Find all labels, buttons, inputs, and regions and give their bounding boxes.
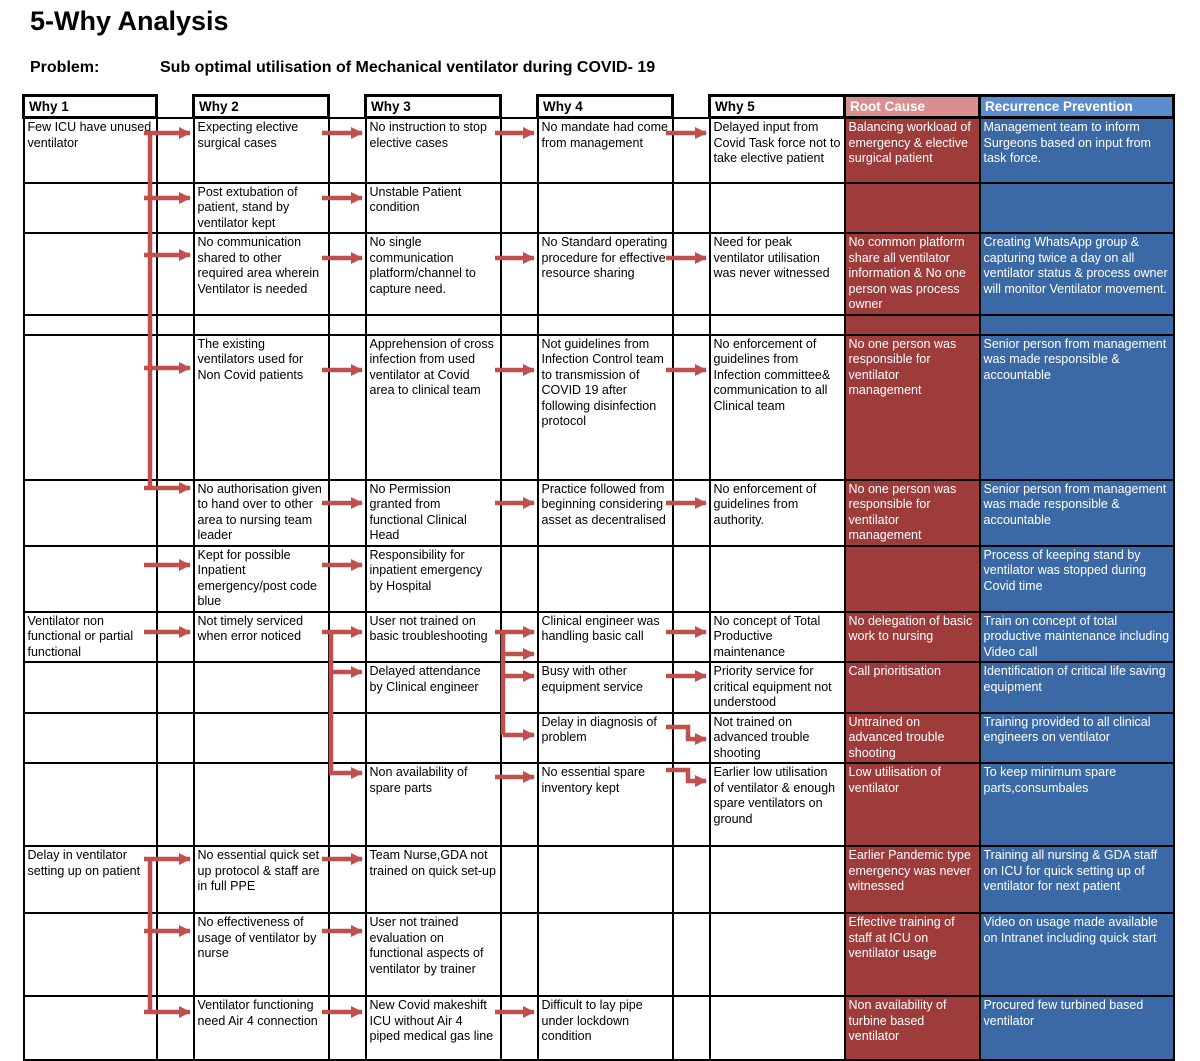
cell-why3: User not trained evaluation on functional aspects of ventilator by trainer: [366, 913, 501, 996]
column-header-recurrence-prevention: Recurrence Prevention: [980, 96, 1174, 118]
gap-cell: [501, 662, 538, 713]
cell-why5: [710, 546, 845, 612]
gap-cell: [157, 118, 194, 183]
cell-why4: [538, 546, 673, 612]
cell-why1: Few ICU have unused ventilator: [24, 118, 157, 183]
cell-recurrence-prevention: Video on usage made available on Intranet including quick start: [980, 913, 1174, 996]
gap-cell: [673, 913, 710, 996]
cell-why5: [710, 183, 845, 234]
gap-cell: [157, 763, 194, 846]
cell-why5: [710, 846, 845, 913]
cell-why3: Team Nurse,GDA not trained on quick set-up: [366, 846, 501, 913]
table-row: [24, 480, 1174, 546]
cell-why4: No Standard operating procedure for effective resource sharing: [538, 233, 673, 315]
cell-why1: [24, 183, 157, 234]
gap-cell: [329, 546, 366, 612]
cell-why5: No enforcement of guidelines from authority.: [710, 480, 845, 546]
gap-cell: [157, 546, 194, 612]
cell-why4: Difficult to lay pipe under lockdown condition: [538, 996, 673, 1060]
gap-cell: [329, 335, 366, 480]
cell-recurrence-prevention: Creating WhatsApp group & capturing twice a day on all ventilator status & process owner will monitor Ventilator movement.: [980, 233, 1174, 315]
gap-cell: [157, 913, 194, 996]
cell-recurrence-prevention: Identification of critical life saving equipment: [980, 662, 1174, 713]
gap-cell: [673, 996, 710, 1060]
cell-why1: [24, 996, 157, 1060]
gap-cell: [673, 315, 710, 335]
cell-why1: [24, 480, 157, 546]
table-row: [24, 713, 1174, 764]
cell-root-cause: Balancing workload of emergency & elective surgical patient: [845, 118, 980, 183]
table-row: [24, 996, 1174, 1060]
cell-root-cause: Earlier Pandemic type emergency was never witnessed: [845, 846, 980, 913]
gap-cell: [329, 846, 366, 913]
gap-cell: [673, 846, 710, 913]
cell-recurrence-prevention: To keep minimum spare parts,consumbales: [980, 763, 1174, 846]
cell-why2: Expecting elective surgical cases: [194, 118, 329, 183]
column-header-why2: Why 2: [194, 96, 329, 118]
cell-why2: No effectiveness of usage of ventilator by nurse: [194, 913, 329, 996]
column-header-why5: Why 5: [710, 96, 845, 118]
gap-cell: [673, 480, 710, 546]
gap-cell: [501, 763, 538, 846]
cell-why5: [710, 913, 845, 996]
table-row: [24, 763, 1174, 846]
cell-recurrence-prevention: Train on concept of total productive maintenance including Video call: [980, 612, 1174, 663]
gap-cell: [673, 662, 710, 713]
cell-why4: Clinical engineer was handling basic call: [538, 612, 673, 663]
table-row: [24, 662, 1174, 713]
cell-root-cause: No common platform share all ventilator information & No one person was process owner: [845, 233, 980, 315]
cell-why5: No enforcement of guidelines from Infection committee& communication to all Clinical team: [710, 335, 845, 480]
cell-why1: [24, 662, 157, 713]
gap-cell: [329, 996, 366, 1060]
table-row: [24, 846, 1174, 913]
table-row: [24, 335, 1174, 480]
gap-cell: [157, 612, 194, 663]
gap-cell: [329, 713, 366, 764]
cell-recurrence-prevention: Process of keeping stand by ventilator was stopped during Covid time: [980, 546, 1174, 612]
cell-why4: [538, 183, 673, 234]
gap-cell: [501, 913, 538, 996]
cell-root-cause: No one person was responsible for ventilator management: [845, 335, 980, 480]
gap-cell: [501, 233, 538, 315]
cell-why1: Delay in ventilator setting up on patient: [24, 846, 157, 913]
cell-why2: Kept for possible Inpatient emergency/post code blue: [194, 546, 329, 612]
cell-root-cause: [845, 315, 980, 335]
gap-cell: [501, 118, 538, 183]
cell-why3: New Covid makeshift ICU without Air 4 piped medical gas line: [366, 996, 501, 1060]
gap-cell: [501, 183, 538, 234]
column-header-why1: Why 1: [24, 96, 157, 118]
cell-why5: Not trained on advanced trouble shooting: [710, 713, 845, 764]
header-row: [24, 96, 1174, 118]
column-header-why3: Why 3: [366, 96, 501, 118]
spacer-row: [24, 315, 1174, 335]
gap-cell: [501, 335, 538, 480]
cell-why4: Busy with other equipment service: [538, 662, 673, 713]
header-gap: [329, 96, 366, 118]
cell-why3: Responsibility for inpatient emergency by Hospital: [366, 546, 501, 612]
cell-why3: No Permission granted from functional Clinical Head: [366, 480, 501, 546]
cell-why2: The existing ventilators used for Non Covid patients: [194, 335, 329, 480]
cell-root-cause: Effective training of staff at ICU on ventilator usage: [845, 913, 980, 996]
cell-why2: [194, 713, 329, 764]
cell-root-cause: No one person was responsible for ventilator management: [845, 480, 980, 546]
cell-why3: Delayed attendance by Clinical engineer: [366, 662, 501, 713]
cell-why4: Delay in diagnosis of problem: [538, 713, 673, 764]
cell-why3: Apprehension of cross infection from used ventilator at Covid area to clinical team: [366, 335, 501, 480]
cell-why1: Ventilator non functional or partial functional: [24, 612, 157, 663]
gap-cell: [673, 118, 710, 183]
gap-cell: [329, 763, 366, 846]
gap-cell: [157, 315, 194, 335]
table-row: [24, 546, 1174, 612]
cell-why4: [538, 913, 673, 996]
gap-cell: [673, 546, 710, 612]
gap-cell: [501, 996, 538, 1060]
gap-cell: [157, 996, 194, 1060]
problem-statement: Sub optimal utilisation of Mechanical ventilator during COVID- 19: [160, 59, 656, 76]
column-header-why4: Why 4: [538, 96, 673, 118]
cell-why5: Priority service for critical equipment not understood: [710, 662, 845, 713]
gap-cell: [329, 662, 366, 713]
cell-why1: [24, 546, 157, 612]
cell-why1: [24, 713, 157, 764]
cell-why3: [366, 713, 501, 764]
gap-cell: [157, 713, 194, 764]
cell-why2: No essential quick set up protocol & staff are in full PPE: [194, 846, 329, 913]
gap-cell: [329, 315, 366, 335]
cell-why2: Not timely serviced when error noticed: [194, 612, 329, 663]
cell-root-cause: [845, 183, 980, 234]
gap-cell: [329, 118, 366, 183]
cell-recurrence-prevention: Training provided to all clinical engineers on ventilator: [980, 713, 1174, 764]
table-row: [24, 118, 1174, 183]
table-row: [24, 913, 1174, 996]
cell-why3: [366, 315, 501, 335]
cell-recurrence-prevention: Management team to inform Surgeons based on input from task force.: [980, 118, 1174, 183]
cell-recurrence-prevention: [980, 183, 1174, 234]
cell-why3: Non availability of spare parts: [366, 763, 501, 846]
cell-why1: [24, 763, 157, 846]
cell-why4: Practice followed from beginning considering asset as decentralised: [538, 480, 673, 546]
cell-recurrence-prevention: Procured few turbined based ventilator: [980, 996, 1174, 1060]
cell-why4: Not guidelines from Infection Control team to transmission of COVID 19 after following disinfection protocol: [538, 335, 673, 480]
gap-cell: [673, 233, 710, 315]
cell-why1: [24, 913, 157, 996]
table-row: [24, 612, 1174, 663]
gap-cell: [501, 546, 538, 612]
gap-cell: [329, 913, 366, 996]
cell-root-cause: No delegation of basic work to nursing: [845, 612, 980, 663]
cell-why2: [194, 662, 329, 713]
cell-why5: [710, 315, 845, 335]
cell-why1: [24, 335, 157, 480]
gap-cell: [157, 335, 194, 480]
gap-cell: [157, 662, 194, 713]
cell-why4: [538, 846, 673, 913]
cell-why1: [24, 315, 157, 335]
cell-why4: [538, 315, 673, 335]
cell-why1: [24, 233, 157, 315]
cell-why3: No single communication platform/channel to capture need.: [366, 233, 501, 315]
cell-recurrence-prevention: Training all nursing & GDA staff on ICU for quick setting up of ventilator for next patient: [980, 846, 1174, 913]
cell-why5: Need for peak ventilator utilisation was never witnessed: [710, 233, 845, 315]
cell-why5: Delayed input from Covid Task force not to take elective patient: [710, 118, 845, 183]
problem-row: [30, 59, 655, 77]
cell-root-cause: Low utilisation of ventilator: [845, 763, 980, 846]
gap-cell: [501, 315, 538, 335]
cell-why2: No communication shared to other required area wherein Ventilator is needed: [194, 233, 329, 315]
cell-why2: [194, 315, 329, 335]
cell-why5: Earlier low utilisation of ventilator & enough spare ventilators on ground: [710, 763, 845, 846]
gap-cell: [673, 713, 710, 764]
cell-why5: [710, 996, 845, 1060]
gap-cell: [329, 612, 366, 663]
column-header-root-cause: Root Cause: [845, 96, 980, 118]
gap-cell: [501, 846, 538, 913]
cell-why5: No concept of Total Productive maintenance: [710, 612, 845, 663]
header-gap: [501, 96, 538, 118]
cell-root-cause: Untrained on advanced trouble shooting: [845, 713, 980, 764]
gap-cell: [157, 480, 194, 546]
table-row: [24, 183, 1174, 234]
gap-cell: [673, 335, 710, 480]
header-gap: [673, 96, 710, 118]
problem-label: Problem:: [30, 59, 100, 76]
header-gap: [157, 96, 194, 118]
table-row: [24, 233, 1174, 315]
gap-cell: [673, 183, 710, 234]
gap-cell: [329, 183, 366, 234]
gap-cell: [673, 612, 710, 663]
five-why-table: [22, 94, 1175, 1061]
cell-recurrence-prevention: Senior person from management was made responsible & accountable: [980, 480, 1174, 546]
gap-cell: [329, 233, 366, 315]
cell-recurrence-prevention: Senior person from management was made responsible & accountable: [980, 335, 1174, 480]
cell-why4: No essential spare inventory kept: [538, 763, 673, 846]
cell-why4: No mandate had come from management: [538, 118, 673, 183]
page-title: 5-Why Analysis: [30, 6, 229, 36]
gap-cell: [329, 480, 366, 546]
gap-cell: [673, 763, 710, 846]
gap-cell: [501, 713, 538, 764]
cell-why2: Post extubation of patient, stand by ventilator kept: [194, 183, 329, 234]
cell-why2: Ventilator functioning need Air 4 connection: [194, 996, 329, 1060]
cell-why3: Unstable Patient condition: [366, 183, 501, 234]
gap-cell: [157, 846, 194, 913]
gap-cell: [157, 233, 194, 315]
cell-why2: No authorisation given to hand over to other area to nursing team leader: [194, 480, 329, 546]
gap-cell: [501, 480, 538, 546]
cell-why3: User not trained on basic troubleshooting: [366, 612, 501, 663]
gap-cell: [157, 183, 194, 234]
cell-recurrence-prevention: [980, 315, 1174, 335]
gap-cell: [501, 612, 538, 663]
cell-root-cause: Call prioritisation: [845, 662, 980, 713]
cell-root-cause: [845, 546, 980, 612]
cell-why2: [194, 763, 329, 846]
cell-why3: No instruction to stop elective cases: [366, 118, 501, 183]
cell-root-cause: Non availability of turbine based ventilator: [845, 996, 980, 1060]
